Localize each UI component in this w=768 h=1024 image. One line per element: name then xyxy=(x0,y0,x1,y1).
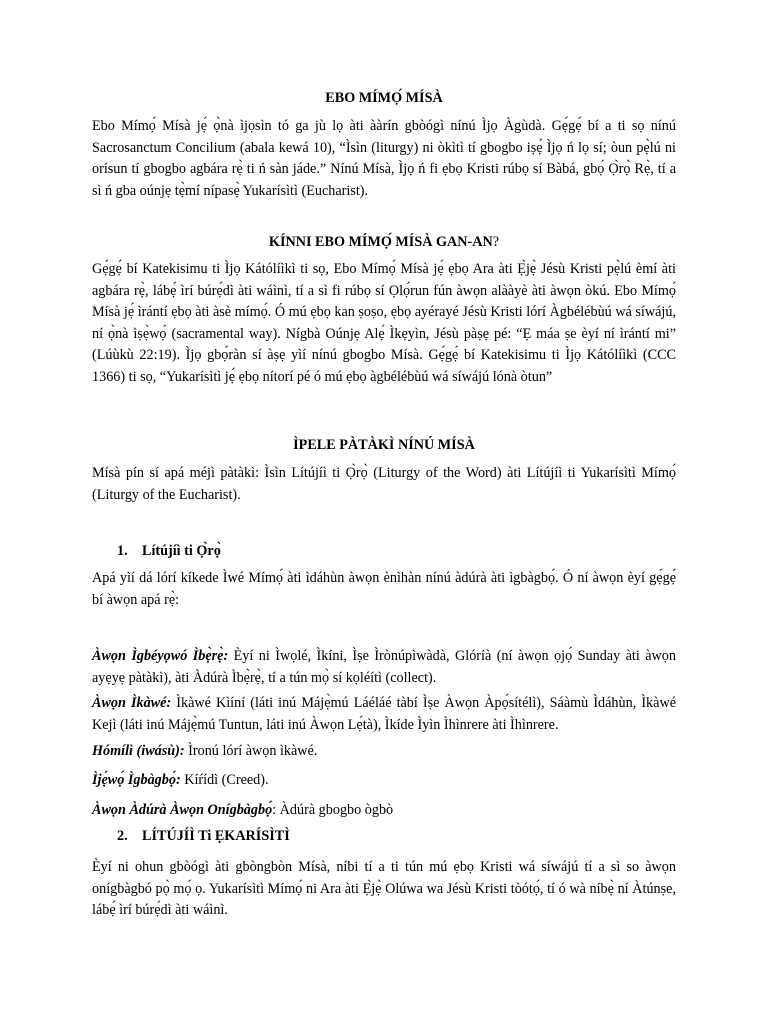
list-item-term: Àwọn Ìkàwé: xyxy=(92,695,172,711)
section-heading-parts-of-mass: ÌPELE PÀTÀKÌ NÍNÚ MÍSÀ xyxy=(293,437,475,453)
list-heading-text: Lítújíì ti Ọ̀rọ̀ xyxy=(142,543,221,559)
list-item-text: Kíŕídì (Creed). xyxy=(180,772,269,788)
list-item xyxy=(92,693,676,736)
intro-paragraph: Ebo Mímọ́ Mísà jẹ́ ọ̀nà ìjọsìn tó ga jù lọ àti ààrín gbòógì nínú Ìjọ Àgùdà. Gẹ́gẹ́ bí a ti sọ nínú Sacrosanctum Concilium (abala kewá 10), “Ìsìn (liturgy) ni òkìtì tí gbogbo iṣẹ́ Ìjọ ń lọ sí; òun pẹ̀lú ni orísun tí gbogbo agbára rẹ̀ ti ń sàn jáde.” Nínú Mísà, Ìjọ ń fi ẹbọ Kristi rúbọ sí Bàbá, gbọ́ Ọ̀rọ̀ Rẹ̀, tí a sì ń gba oúnjẹ tẹ̀mí nípasẹ̀ Yukarísìtì (Eucharist). xyxy=(92,118,676,199)
document-title: EBO MÍMỌ́ MÍSÀ xyxy=(325,90,443,106)
list-item-text: : Àdúrà gbogbo ògbò xyxy=(272,802,394,818)
list-item xyxy=(92,741,676,763)
list-item-text: Ìkàwé Kìíní (láti inú Májẹ̀mú Láéláé tàbí Ìṣe Àwọn Àpọ́sítélì), Sáàmù Ìdáhùn, Ìkàwé Kejì (láti inú Májẹ̀mú Tuntun, láti inú Àwọn Lẹ́tà), Ìkíde Ìyìn Ìhìnrere àti Ìhìnrere. xyxy=(92,695,676,733)
list-item xyxy=(92,800,676,822)
list-item-term: Hómílì (iwásù): xyxy=(92,743,185,759)
list-item-term: Ìjẹ́wọ́ Ìgbàgbọ́: xyxy=(92,772,181,788)
list-item-term: Àwọn Ìgbéyọwó Ìbẹ̀rẹ̀: xyxy=(92,648,229,664)
section-heading-question-mark: ? xyxy=(492,234,500,250)
section-heading-what-is-mass xyxy=(0,232,768,254)
list-item-text: Ìronú lórí àwọn ìkàwé. xyxy=(184,743,318,759)
list-item-text: Èyí ni Ìwọlé, Ìkíni, Ìṣe Ìrònúpìwàdà, Glóríà (ní àwọn ọjọ́ Sunday àti àwọn ayẹyẹ pàtàkì), àti Àdúrà Ìbẹ̀rẹ̀, tí a tún mọ̀ sí kọléítì (collect). xyxy=(92,648,676,686)
section-paragraph-parts-of-mass: Mísà pín sí apá méjì pàtàkì: Ìsìn Lítújíì ti Ọ̀rọ̀ (Liturgy of the Word) àti Lítújíì ti Yukarísìtì Mímọ́ (Liturgy of the Eucharist). xyxy=(92,465,676,503)
section-heading-text: KÍNNI EBO MÍMỌ́ MÍSÀ GAN-AN xyxy=(268,234,493,250)
list-item-term: Àwọn Àdúrà Àwọn Onígbàgbọ́ xyxy=(92,802,273,818)
list-number: 2. xyxy=(117,828,128,844)
section-paragraph-what-is-mass: Gẹ́gẹ́ bí Katekisimu ti Ìjọ Kátólíìkì ti sọ, Ebo Mímọ́ Mísà jẹ́ ẹbọ Ara àti Ẹ̀jẹ̀ Jésù Kristi pẹ̀lú èmí àti agbára rẹ̀, lábẹ́ ìrí búrẹ́dì àti wáìnì, tí a sì fi rúbọ sí Ọlọ́run fún àwọn alààyè àti àwọn òkú. Ebo Mímọ́ Mísà jẹ́ ìrántí ẹbọ àti àsè mímọ́. Ó mú ẹbọ kan ṣoṣo, ẹbọ ayérayé Jésù Kristi lórí Àgbélébùú wá síwájú, ní ọ̀nà ìṣẹ̀wọ́ (sacramental way). Nígbà Oúnjẹ Alẹ́ Ìkẹyìn, Jésù pàṣẹ pé: “Ẹ máa ṣe èyí ní ìrántí mi” (Lúùkù 22:19). Ìjọ gbọ́ràn sí àṣẹ yìí nínú gbogbo Mísà. Gẹ́gẹ́ bí Katekisimu ti Ìjọ Kátólíìkì (CCC 1366) ti sọ, “Yukarísìtì jẹ́ ẹbọ nítorí pé ó mú ẹbọ àgbélébùú wá síwájú lónà òtun” xyxy=(92,261,676,385)
liturgy-of-eucharist-paragraph: Èyí ni ohun gbòógì àti gbòngbòn Mísà, níbi tí a ti tún mú ẹbọ Kristi wá síwájú tí a sì so àwọn onígbàgbó pọ̀ mọ́ ọ. Yukarísìtì Mímọ́ ni Ara àti Ẹ̀jẹ̀ Olúwa wa Jésù Kristi tòótọ́, tí ó wà níbẹ̀ ní Àtúnṣe, lábẹ́ ìrí búrẹ́dì àti wáìnì. xyxy=(92,859,676,918)
list-heading-text: LÍTÚJÍÌ Ti ẸKARÍSÌTÌ xyxy=(142,828,290,844)
liturgy-of-word-paragraph: Apá yìí dá lórí kíkede Ìwé Mímọ́ àti ìdáhùn àwọn ènìhàn nínú àdúrà àti ìgbàgbọ́. Ó ní àwọn èyí gẹ́gẹ́ bí àwọn apá rẹ̀: xyxy=(92,570,676,608)
list-heading-liturgy-of-eucharist xyxy=(117,826,676,848)
list-heading-liturgy-of-word xyxy=(117,541,676,563)
list-item xyxy=(92,646,676,689)
list-item xyxy=(92,770,676,792)
list-number: 1. xyxy=(117,543,128,559)
